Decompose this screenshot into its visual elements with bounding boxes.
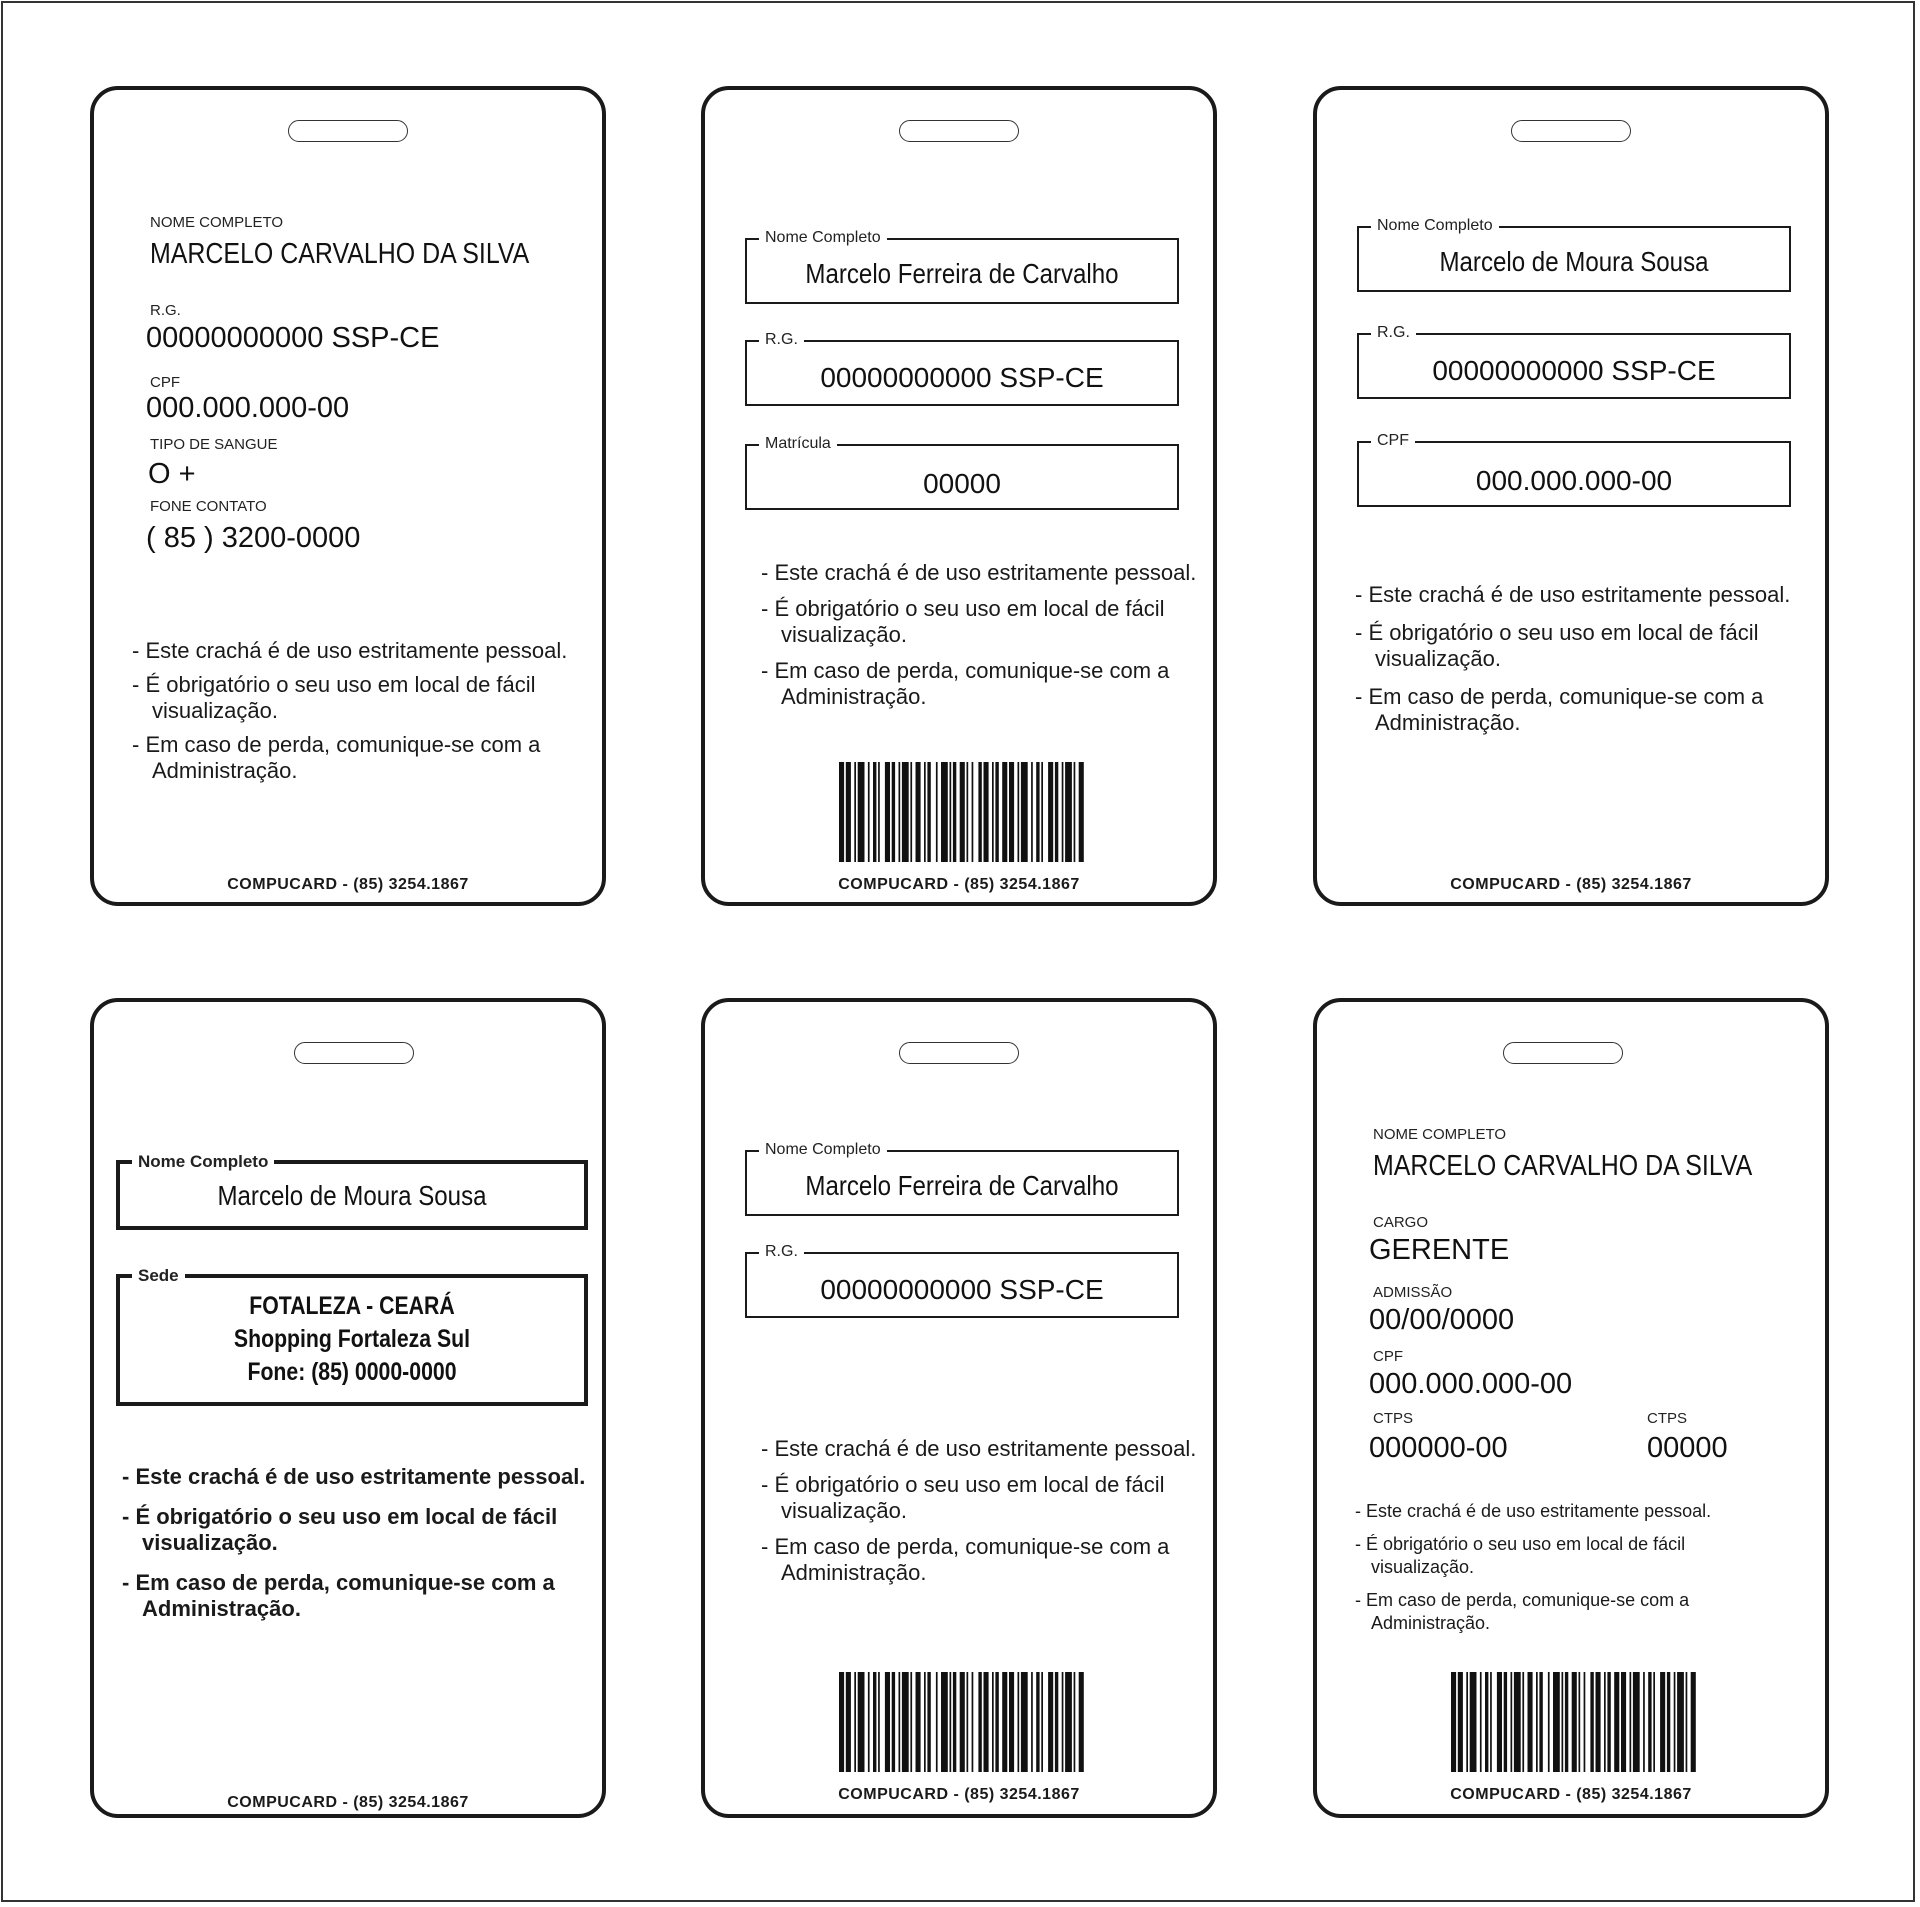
barcode-bar	[839, 762, 844, 862]
rg-box	[745, 1243, 1179, 1318]
barcode-bar	[846, 762, 851, 862]
barcode-bar	[1065, 762, 1072, 862]
barcode-bar	[1036, 762, 1039, 862]
ctps-value-2: 00000	[1647, 1432, 1728, 1464]
notice-line: - Em caso de perda, comunique-se com a	[122, 1570, 555, 1595]
barcode-bar	[902, 762, 909, 862]
cpf-value: 000.000.000-00	[1369, 1368, 1573, 1400]
barcode-bar	[967, 1672, 969, 1772]
barcode-bar	[878, 1672, 880, 1772]
barcode-bar	[1604, 1672, 1606, 1772]
barcode-bar	[878, 762, 880, 862]
barcode-bar	[953, 1672, 956, 1772]
name-label: Nome Completo	[1371, 217, 1499, 235]
rg-label: R.G.	[150, 302, 181, 319]
barcode-bar	[995, 762, 998, 862]
barcode-bar	[910, 762, 912, 862]
barcode-bar	[960, 762, 965, 862]
barcode-bar	[1514, 1672, 1521, 1772]
notice-line: - É obrigatório o seu uso em local de fácil	[1355, 1534, 1686, 1554]
barcode-bar	[1511, 1672, 1513, 1772]
cpf-value: 000.000.000-00	[146, 392, 350, 424]
barcode-bar	[978, 762, 981, 862]
cpf-box	[1357, 432, 1791, 507]
barcode-bar	[960, 1672, 965, 1772]
name-value: Marcelo Ferreira de Carvalho	[805, 1170, 1119, 1201]
barcode-bar	[1536, 1672, 1538, 1772]
sede-label: Sede	[132, 1267, 185, 1285]
sede-phone: Fone: (85) 0000-0000	[247, 1358, 457, 1386]
barcode-bar	[854, 762, 856, 862]
name-value: Marcelo Ferreira de Carvalho	[805, 258, 1119, 289]
lanyard-slot	[288, 120, 408, 142]
barcode-bar	[1470, 1672, 1477, 1772]
barcode-bar	[1584, 1672, 1586, 1772]
barcode-bar	[1590, 1672, 1593, 1772]
barcode-bar	[967, 762, 969, 862]
footer-company: COMPUCARD - (85) 3254.1867	[838, 1786, 1080, 1803]
barcode-bar	[924, 762, 926, 862]
notice-line: Administração.	[142, 1596, 301, 1621]
barcode-bar	[1079, 762, 1084, 862]
barcode-bar	[972, 762, 974, 862]
sede-location: Shopping Fortaleza Sul	[233, 1325, 471, 1353]
barcode-bar	[1686, 1672, 1688, 1772]
barcode-bar	[1074, 762, 1076, 862]
barcode-bar	[1036, 1672, 1039, 1772]
admissao-label: ADMISSÃO	[1373, 1284, 1453, 1301]
rg-value: 00000000000 SSP-CE	[820, 1274, 1104, 1305]
notice-line: - É obrigatório o seu uso em local de fácil	[761, 596, 1165, 621]
matricula-label: Matrícula	[759, 435, 837, 453]
usage-notice	[122, 1464, 585, 1622]
barcode-bar	[1539, 1672, 1542, 1772]
barcode-bar	[1528, 1672, 1533, 1772]
admissao-value: 00/00/0000	[1369, 1304, 1515, 1336]
barcode-bar	[1497, 1672, 1502, 1772]
barcode-bar	[1633, 1672, 1640, 1772]
notice-line: - Este crachá é de uso estritamente pessoal.	[1355, 1501, 1712, 1521]
barcode-bar	[1021, 762, 1028, 862]
notice-line: - Este crachá é de uso estritamente pessoal.	[761, 1436, 1197, 1461]
barcode-bar	[1466, 1672, 1468, 1772]
barcode-bar	[1667, 1672, 1670, 1772]
barcode-bar	[1048, 762, 1053, 862]
barcode-bar	[1614, 1672, 1619, 1772]
barcode-bar	[1572, 1672, 1577, 1772]
barcode-bar	[868, 1672, 870, 1772]
barcode-bar	[1562, 1672, 1564, 1772]
barcode-bar	[1596, 1672, 1601, 1772]
barcode-bar	[858, 1672, 865, 1772]
rg-box	[745, 331, 1179, 406]
barcode-bar	[1480, 1672, 1482, 1772]
barcode-bar	[924, 1672, 926, 1772]
phone-value: ( 85 ) 3200-0000	[146, 522, 361, 554]
footer-company: COMPUCARD - (85) 3254.1867	[838, 876, 1080, 893]
cpf-value: 000.000.000-00	[1475, 465, 1673, 496]
notice-line: visualização.	[781, 1498, 907, 1523]
usage-notice	[761, 1436, 1196, 1586]
notice-line: - Este crachá é de uso estritamente pessoal.	[1355, 582, 1791, 607]
barcode-bar	[1565, 1672, 1568, 1772]
barcode-bar	[1009, 1672, 1014, 1772]
barcode-bar	[1065, 1672, 1072, 1772]
name-box	[745, 1141, 1179, 1216]
barcode-bar	[1055, 762, 1058, 862]
name-label: Nome Completo	[759, 1141, 887, 1159]
barcode-bar	[902, 1672, 909, 1772]
barcode-bar	[992, 1672, 994, 1772]
ctps-value: 000000-00	[1369, 1432, 1508, 1464]
notice-line: - Este crachá é de uso estritamente pessoal.	[761, 560, 1197, 585]
barcode-bar	[899, 762, 901, 862]
badge-card-5	[701, 998, 1217, 1818]
notice-line: - Em caso de perda, comunique-se com a	[761, 1534, 1170, 1559]
lanyard-slot	[899, 1042, 1019, 1064]
rg-box	[1357, 324, 1791, 399]
barcode-bar	[992, 762, 994, 862]
rg-value: 00000000000 SSP-CE	[1432, 355, 1716, 386]
barcode-bar	[1607, 1672, 1610, 1772]
footer-company: COMPUCARD - (85) 3254.1867	[227, 1794, 469, 1811]
barcode-bar	[873, 1672, 876, 1772]
barcode-bar	[1002, 1672, 1007, 1772]
notice-line: - É obrigatório o seu uso em local de fácil	[761, 1472, 1165, 1497]
barcode-bar	[950, 1672, 952, 1772]
name-value: Marcelo de Moura Sousa	[217, 1180, 487, 1211]
ctps-label-2: CTPS	[1647, 1410, 1688, 1427]
notice-line: Administração.	[1371, 1613, 1491, 1633]
footer-company: COMPUCARD - (85) 3254.1867	[1450, 1786, 1692, 1803]
barcode-bar	[1630, 1672, 1632, 1772]
notice-line: Administração.	[152, 758, 298, 783]
barcode-bar	[953, 762, 956, 862]
barcode-bar	[950, 762, 952, 862]
barcode-bar	[984, 1672, 989, 1772]
notice-line: visualização.	[142, 1530, 278, 1555]
barcode-bar	[1041, 1672, 1043, 1772]
barcode-bar	[1031, 1672, 1033, 1772]
barcode-bar	[910, 1672, 912, 1772]
barcode-bar	[839, 1672, 844, 1772]
lanyard-slot	[1503, 1042, 1623, 1064]
footer-company: COMPUCARD - (85) 3254.1867	[1450, 876, 1692, 893]
barcode-bar	[1579, 1672, 1581, 1772]
rg-value: 00000000000 SSP-CE	[146, 322, 440, 354]
name-box	[1357, 217, 1791, 292]
barcode-bar	[941, 1672, 948, 1772]
barcode-bar	[1660, 1672, 1665, 1772]
name-value: MARCELO CARVALHO DA SILVA	[1373, 1150, 1753, 1182]
name-value: MARCELO CARVALHO DA SILVA	[150, 238, 530, 270]
barcode-bar	[1677, 1672, 1684, 1772]
usage-notice	[1355, 1500, 1711, 1635]
barcode-bar	[1041, 762, 1043, 862]
blood-type-label: TIPO DE SANGUE	[150, 436, 278, 453]
barcode	[837, 762, 1089, 866]
name-label: Nome Completo	[132, 1153, 274, 1171]
lanyard-slot	[1511, 120, 1631, 142]
cpf-label: CPF	[1373, 1348, 1403, 1365]
barcode-bar	[916, 762, 921, 862]
barcode-bar	[892, 762, 895, 862]
notice-line: - Em caso de perda, comunique-se com a	[1355, 684, 1764, 709]
sede-city: FOTALEZA - CEARÁ	[249, 1292, 455, 1320]
barcode-bar	[927, 1672, 930, 1772]
ctps-label: CTPS	[1373, 1410, 1414, 1427]
badge-card-3	[1313, 86, 1829, 906]
barcode-bar	[1062, 762, 1064, 862]
barcode-bar	[1079, 1672, 1084, 1772]
notice-line: Administração.	[781, 1560, 927, 1585]
barcode-bar	[1458, 1672, 1463, 1772]
notice-line: - Em caso de perda, comunique-se com a	[761, 658, 1170, 683]
barcode-bar	[1048, 1672, 1053, 1772]
name-box	[116, 1152, 588, 1230]
barcode-bar	[1643, 1672, 1645, 1772]
rg-value: 00000000000 SSP-CE	[820, 362, 1104, 393]
cargo-value: GERENTE	[1369, 1234, 1510, 1266]
barcode-bar	[873, 762, 876, 862]
usage-notice	[132, 638, 567, 784]
barcode-bar	[854, 1672, 856, 1772]
badge-card-6	[1313, 998, 1829, 1818]
barcode	[1449, 1672, 1701, 1776]
notice-line: - Em caso de perda, comunique-se com a	[132, 732, 541, 757]
barcode-bar	[1522, 1672, 1524, 1772]
barcode-bar	[1504, 1672, 1507, 1772]
barcode-bar	[984, 762, 989, 862]
notice-line: - É obrigatório o seu uso em local de fácil	[122, 1504, 558, 1529]
barcode-bar	[1002, 762, 1007, 862]
rg-label: R.G.	[1371, 324, 1416, 342]
notice-line: visualização.	[781, 622, 907, 647]
name-label: NOME COMPLETO	[1373, 1126, 1507, 1143]
lanyard-slot	[899, 120, 1019, 142]
name-value: Marcelo de Moura Sousa	[1439, 246, 1709, 277]
sede-box	[116, 1266, 588, 1406]
notice-line: - Este crachá é de uso estritamente pessoal.	[132, 638, 568, 663]
barcode-bar	[1653, 1672, 1655, 1772]
notice-line: visualização.	[1371, 1557, 1475, 1577]
notice-line: - É obrigatório o seu uso em local de fácil	[132, 672, 536, 697]
notice-line: - Este crachá é de uso estritamente pessoal.	[122, 1464, 586, 1489]
barcode-bar	[1648, 1672, 1651, 1772]
cpf-label: CPF	[150, 374, 180, 391]
notice-line: Administração.	[1375, 710, 1521, 735]
barcode-bar	[916, 1672, 921, 1772]
name-label: Nome Completo	[759, 229, 887, 247]
barcode-bar	[1490, 1672, 1492, 1772]
barcode-bar	[1055, 1672, 1058, 1772]
notice-line: - É obrigatório o seu uso em local de fácil	[1355, 620, 1759, 645]
usage-notice	[1355, 582, 1790, 736]
barcode-bar	[1021, 1672, 1028, 1772]
cpf-label: CPF	[1371, 432, 1415, 450]
barcode-bar	[885, 762, 890, 862]
barcode-bar	[1691, 1672, 1696, 1772]
barcode-bar	[1074, 1672, 1076, 1772]
notice-line: visualização.	[1375, 646, 1501, 671]
badge-card-4	[90, 998, 606, 1818]
phone-label: FONE CONTATO	[150, 498, 267, 515]
barcode-bar	[936, 1672, 938, 1772]
barcode-bar	[1674, 1672, 1676, 1772]
barcode-bar	[995, 1672, 998, 1772]
footer-company: COMPUCARD - (85) 3254.1867	[227, 876, 469, 893]
barcode-bar	[858, 762, 865, 862]
barcode-bar	[1062, 1672, 1064, 1772]
barcode-bar	[1621, 1672, 1626, 1772]
sede-info	[155, 1290, 549, 1389]
notice-line: - Em caso de perda, comunique-se com a	[1355, 1590, 1690, 1610]
blood-type-value: O +	[148, 458, 196, 490]
barcode-bar	[1031, 762, 1033, 862]
barcode-bar	[1018, 762, 1020, 862]
badge-card-1	[90, 86, 606, 906]
name-box	[745, 229, 1179, 304]
barcode-bar	[936, 762, 938, 862]
barcode	[837, 1672, 1089, 1776]
barcode-bar	[868, 762, 870, 862]
usage-notice	[761, 560, 1196, 710]
barcode-bar	[892, 1672, 895, 1772]
barcode-bar	[941, 762, 948, 862]
barcode-bar	[1485, 1672, 1488, 1772]
badge-card-2	[701, 86, 1217, 906]
barcode-bar	[927, 762, 930, 862]
name-label: NOME COMPLETO	[150, 214, 284, 231]
matricula-box	[745, 435, 1179, 510]
barcode-bar	[899, 1672, 901, 1772]
matricula-value: 00000	[923, 468, 1001, 499]
barcode-bar	[1553, 1672, 1560, 1772]
barcode-bar	[1548, 1672, 1550, 1772]
barcode-bar	[1451, 1672, 1456, 1772]
notice-line: Administração.	[781, 684, 927, 709]
barcode-bar	[1018, 1672, 1020, 1772]
barcode-bar	[885, 1672, 890, 1772]
lanyard-slot	[294, 1042, 414, 1064]
barcode-bar	[1009, 762, 1014, 862]
barcode-bar	[972, 1672, 974, 1772]
rg-label: R.G.	[759, 331, 804, 349]
barcode-bar	[978, 1672, 981, 1772]
cargo-label: CARGO	[1373, 1214, 1429, 1231]
rg-label: R.G.	[759, 1243, 804, 1261]
notice-line: visualização.	[152, 698, 278, 723]
barcode-bar	[846, 1672, 851, 1772]
